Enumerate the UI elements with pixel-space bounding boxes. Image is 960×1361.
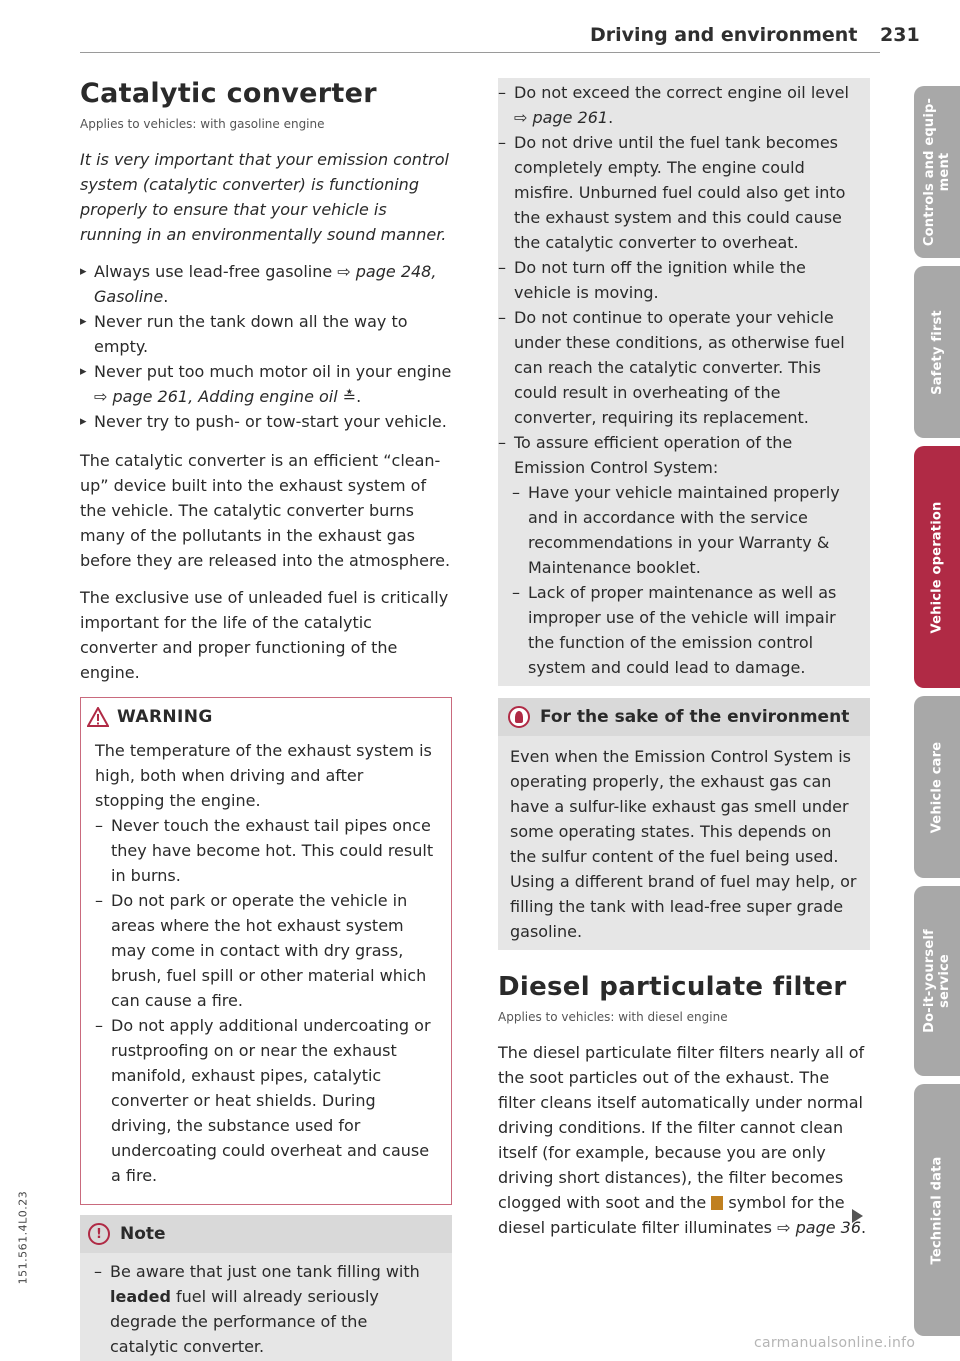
list-item: – Have your vehicle maintained properly and in accordance with the service recommendations in your Warranty & Maintenance booklet. — [512, 480, 862, 580]
right-column — [498, 78, 870, 1240]
warning-intro: The temperature of the exhaust system is high, both when driving and after stopping the engine. — [95, 741, 432, 810]
environment-header — [498, 698, 870, 736]
list-item: – Never touch the exhaust tail pipes once they have become hot. This could result in burns. — [95, 813, 437, 888]
note-list — [94, 1259, 438, 1359]
environment-body — [498, 736, 870, 950]
note-body — [80, 1253, 452, 1361]
caution-list — [498, 80, 862, 480]
left-column — [80, 78, 452, 1361]
warning-body — [81, 736, 451, 1204]
header-rule — [80, 52, 880, 53]
note-box — [80, 1215, 452, 1361]
warning-label: WARNING — [117, 707, 213, 727]
warning-triangle-icon — [87, 707, 109, 727]
intro-text: It is very important that your emission control system (catalytic converter) is functioning properly to ensure that your vehicle is running in an environmentally sound manner. — [80, 150, 449, 244]
diesel-particulate-filter-icon — [711, 1196, 723, 1210]
warning-header — [81, 698, 451, 736]
tab-do-it-yourself-service[interactable]: Do-it-yourself service — [914, 886, 960, 1076]
tab-vehicle-operation[interactable]: Vehicle operation — [914, 446, 960, 688]
tab-vehicle-care[interactable]: Vehicle care — [914, 696, 960, 878]
body-paragraph: The catalytic converter is an efficient “clean-up” device built into the exhaust system of the vehicle. The catalytic converter burns many of the pollutants in the exhaust gas before they are released into the atmosphere. — [80, 451, 451, 570]
watermark-text: carmanualsonline.info — [754, 1335, 916, 1351]
note-label: Note — [120, 1224, 166, 1244]
warning-box — [80, 698, 452, 1205]
continued-list-block — [498, 78, 870, 686]
list-item: – Be aware that just one tank filling with leaded fuel will already seriously degrade the performance of the catalytic converter. — [94, 1259, 438, 1359]
tab-safety-first[interactable]: Safety first — [914, 266, 960, 438]
list-item: – Do not park or operate the vehicle in areas where the hot exhaust system may come in contact with dry grass, brush, fuel spill or other material which can cause a fire. — [95, 888, 437, 1013]
list-item: ▸ Never try to push- or tow-start your vehicle. — [80, 409, 452, 434]
sub-list — [512, 480, 862, 680]
page-reference-link[interactable]: ⇨ page 261, Adding engine oil ≛ — [94, 387, 357, 406]
tab-controls-and-equipment[interactable]: Controls and equip- ment — [914, 86, 960, 258]
list-item: ▸ Never run the tank down all the way to empty. — [80, 309, 452, 359]
list-item: – Do not continue to operate your vehicle under these conditions, as otherwise fuel can reach the catalytic converter. This could result in overheating of the converter, requiring its replacement. — [498, 305, 862, 430]
page-reference-link[interactable]: ⇨ page 36 — [777, 1218, 862, 1237]
list-item: – Lack of proper maintenance as well as improper use of the vehicle will impair the function of the emission control system and could lead to damage. — [512, 580, 862, 680]
environment-label: For the sake of the environment — [540, 707, 850, 727]
continue-arrow-icon — [852, 1209, 863, 1223]
page-number: 231 — [880, 24, 920, 46]
diesel-section-title: Diesel particulate filter — [498, 972, 847, 1002]
list-item: – Do not turn off the ignition while the vehicle is moving. — [498, 255, 862, 305]
document-code: 151.561.4L0.23 — [16, 1190, 30, 1285]
diesel-paragraph: The diesel particulate filter filters nearly all of the soot particles out of the exhaust. The filter cleans itself automatically under normal driving conditions. If the filter cannot clean itself (for example, because you are only driving short distances), the filter becomes clogged with soot and the symbol for the diesel particulate filter illuminates ⇨ page 36. — [498, 1043, 867, 1237]
running-header-title: Driving and environment — [590, 24, 858, 46]
environment-box — [498, 698, 870, 950]
list-item: – Do not exceed the correct engine oil level ⇨ page 261. — [498, 80, 862, 130]
step-list — [80, 259, 452, 434]
list-item: – Do not apply additional undercoating or rustproofing on or near the exhaust manifold, exhaust pipes, catalytic converter or heat shields. During driving, the substance used for undercoating could overheat and cause a fire. — [95, 1013, 437, 1188]
list-item: ▸ Never put too much motor oil in your engine ⇨ page 261, Adding engine oil ≛. — [80, 359, 452, 409]
note-exclamation-icon: ! — [88, 1223, 110, 1245]
page-reference-link[interactable]: ⇨ page 261 — [514, 108, 609, 127]
environment-leaf-icon — [508, 706, 530, 728]
warning-list — [95, 813, 437, 1188]
section-title: Catalytic converter — [80, 78, 377, 109]
body-paragraph: The exclusive use of unleaded fuel is critically important for the life of the catalytic converter and proper functioning of the engine. — [80, 588, 449, 682]
list-item: – To assure efficient operation of the Emission Control System: — [498, 430, 862, 480]
applies-note: Applies to vehicles: with diesel engine — [498, 1010, 728, 1024]
tab-technical-data[interactable]: Technical data — [914, 1084, 960, 1336]
list-item: ▸ Always use lead-free gasoline ⇨ page 248, Gasoline. — [80, 259, 452, 309]
list-item: – Do not drive until the fuel tank becomes completely empty. The engine could misfire. Unburned fuel could also get into the exhaust system and this could cause the catalytic converter to overheat. — [498, 130, 862, 255]
applies-note: Applies to vehicles: with gasoline engine — [80, 117, 325, 131]
page-reference-link[interactable]: ⇨ page 248, Gasoline — [94, 262, 437, 306]
environment-text: Even when the Emission Control System is operating properly, the exhaust gas can have a sulfur-like exhaust gas smell under some operating states. This depends on the sulfur content of the fuel being used. Using a different brand of fuel may help, or filling the tank with lead-free super grade gasoline. — [510, 747, 857, 941]
note-header — [80, 1215, 452, 1253]
